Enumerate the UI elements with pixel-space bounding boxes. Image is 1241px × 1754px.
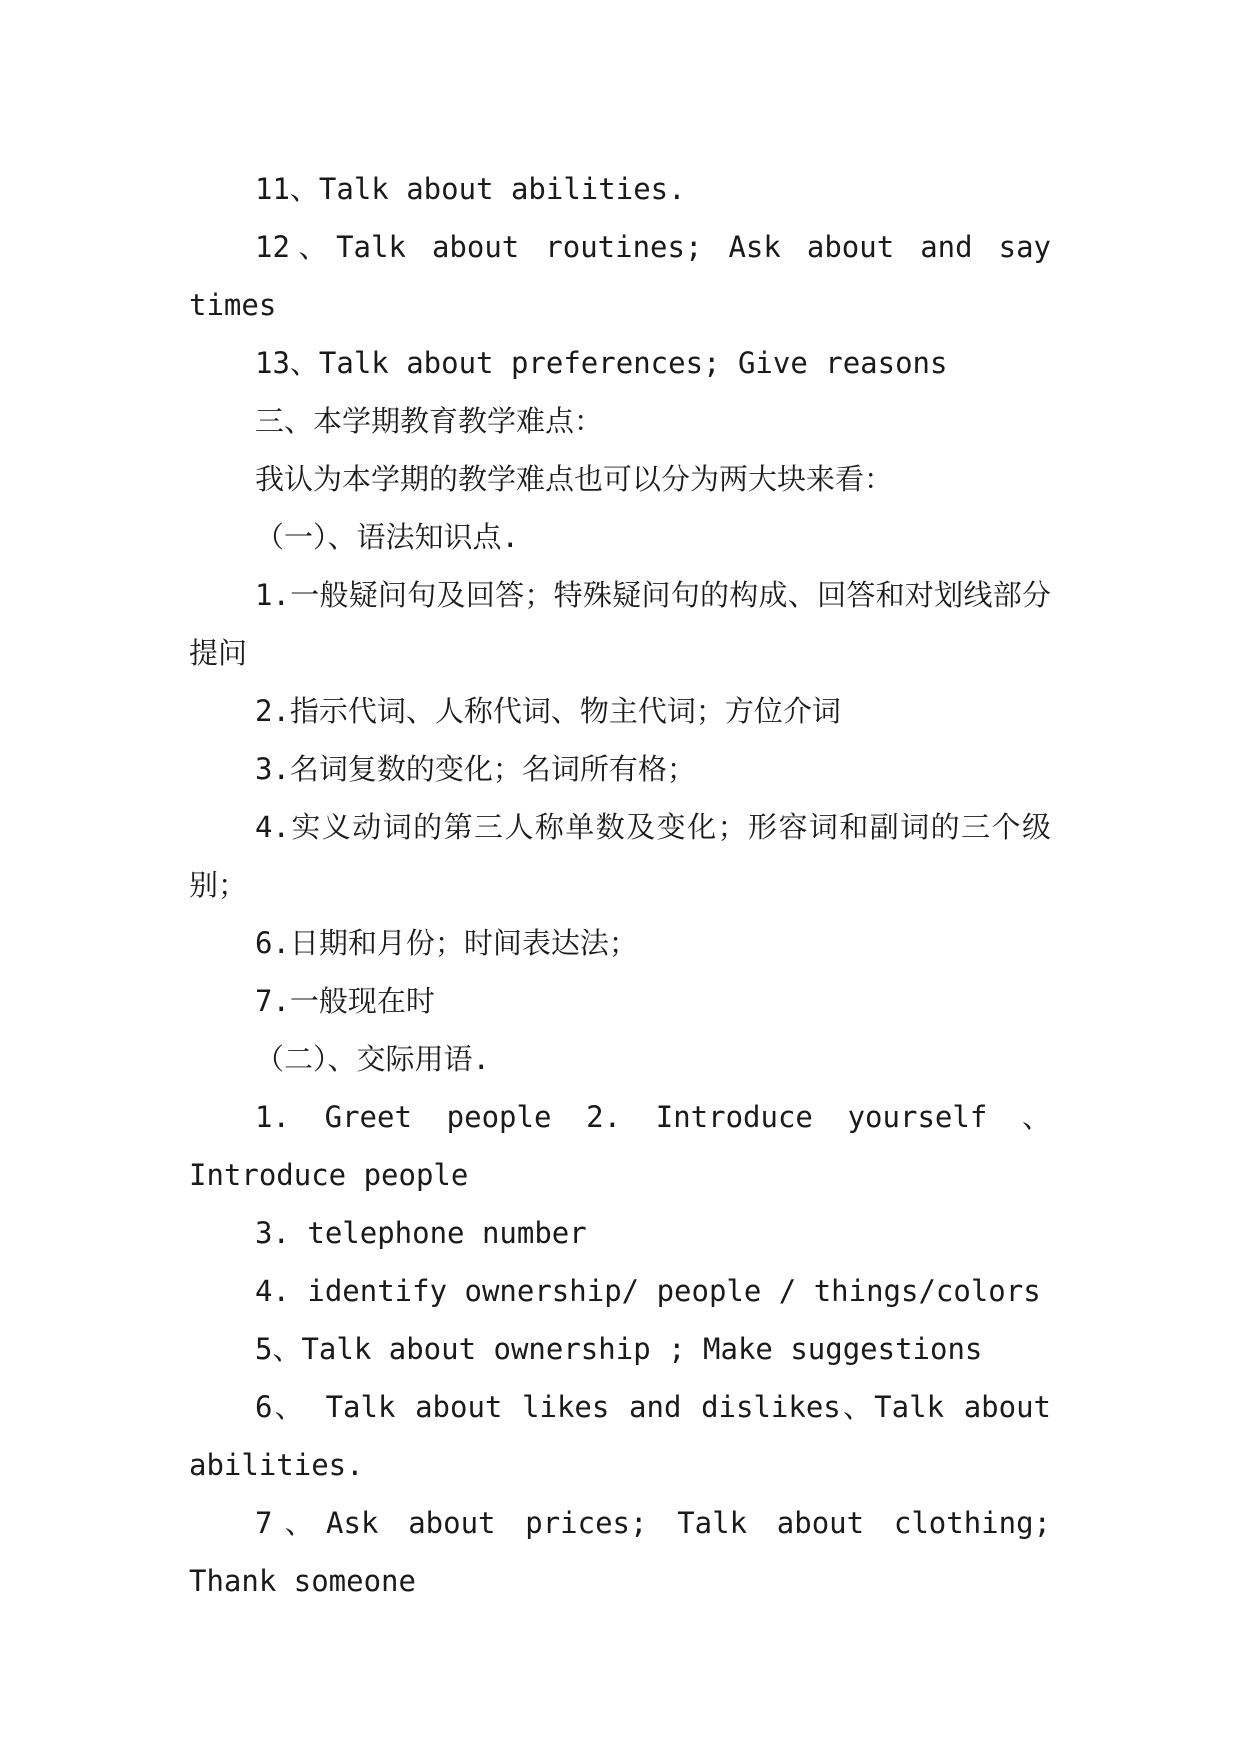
paragraph: 13、Talk about preferences; Give reasons <box>255 346 948 380</box>
paragraph: 3.名词复数的变化；名词所有格； <box>255 752 696 786</box>
paragraph: 6.日期和月份；时间表达法； <box>255 926 638 960</box>
paragraph: 1.一般疑问句及回答；特殊疑问句的构成、回答和对划线部分提问 <box>189 578 1051 670</box>
paragraph: 3. telephone number <box>255 1216 587 1250</box>
paragraph: 7.一般现在时 <box>255 984 435 1018</box>
document-body <box>189 160 1051 1610</box>
paragraph: 12、Talk about routines; Ask about and say times <box>189 230 1051 322</box>
paragraph: 5、Talk about ownership ; Make suggestions <box>255 1332 983 1366</box>
paragraph: 7、Ask about prices; Talk about clothing; Thank someone <box>189 1506 1051 1598</box>
paragraph: 我认为本学期的教学难点也可以分为两大块来看： <box>255 462 894 496</box>
paragraph: 4. identify ownership/ people / things/colors <box>255 1274 1041 1308</box>
paragraph: 11、Talk about abilities. <box>255 172 686 206</box>
subsection-heading: （二）、交际用语. <box>255 1042 490 1076</box>
paragraph: 1. Greet people 2. Introduce yourself 、Introduce people <box>189 1100 1051 1192</box>
section-heading: 三、本学期教育教学难点： <box>255 404 604 438</box>
paragraph: 4.实义动词的第三人称单数及变化；形容词和副词的三个级别； <box>189 810 1051 902</box>
subsection-heading: （一）、语法知识点. <box>255 520 519 554</box>
paragraph: 2.指示代词、人称代词、物主代词；方位介词 <box>255 694 841 728</box>
paragraph: 6、 Talk about likes and dislikes、Talk about abilities. <box>189 1390 1051 1482</box>
